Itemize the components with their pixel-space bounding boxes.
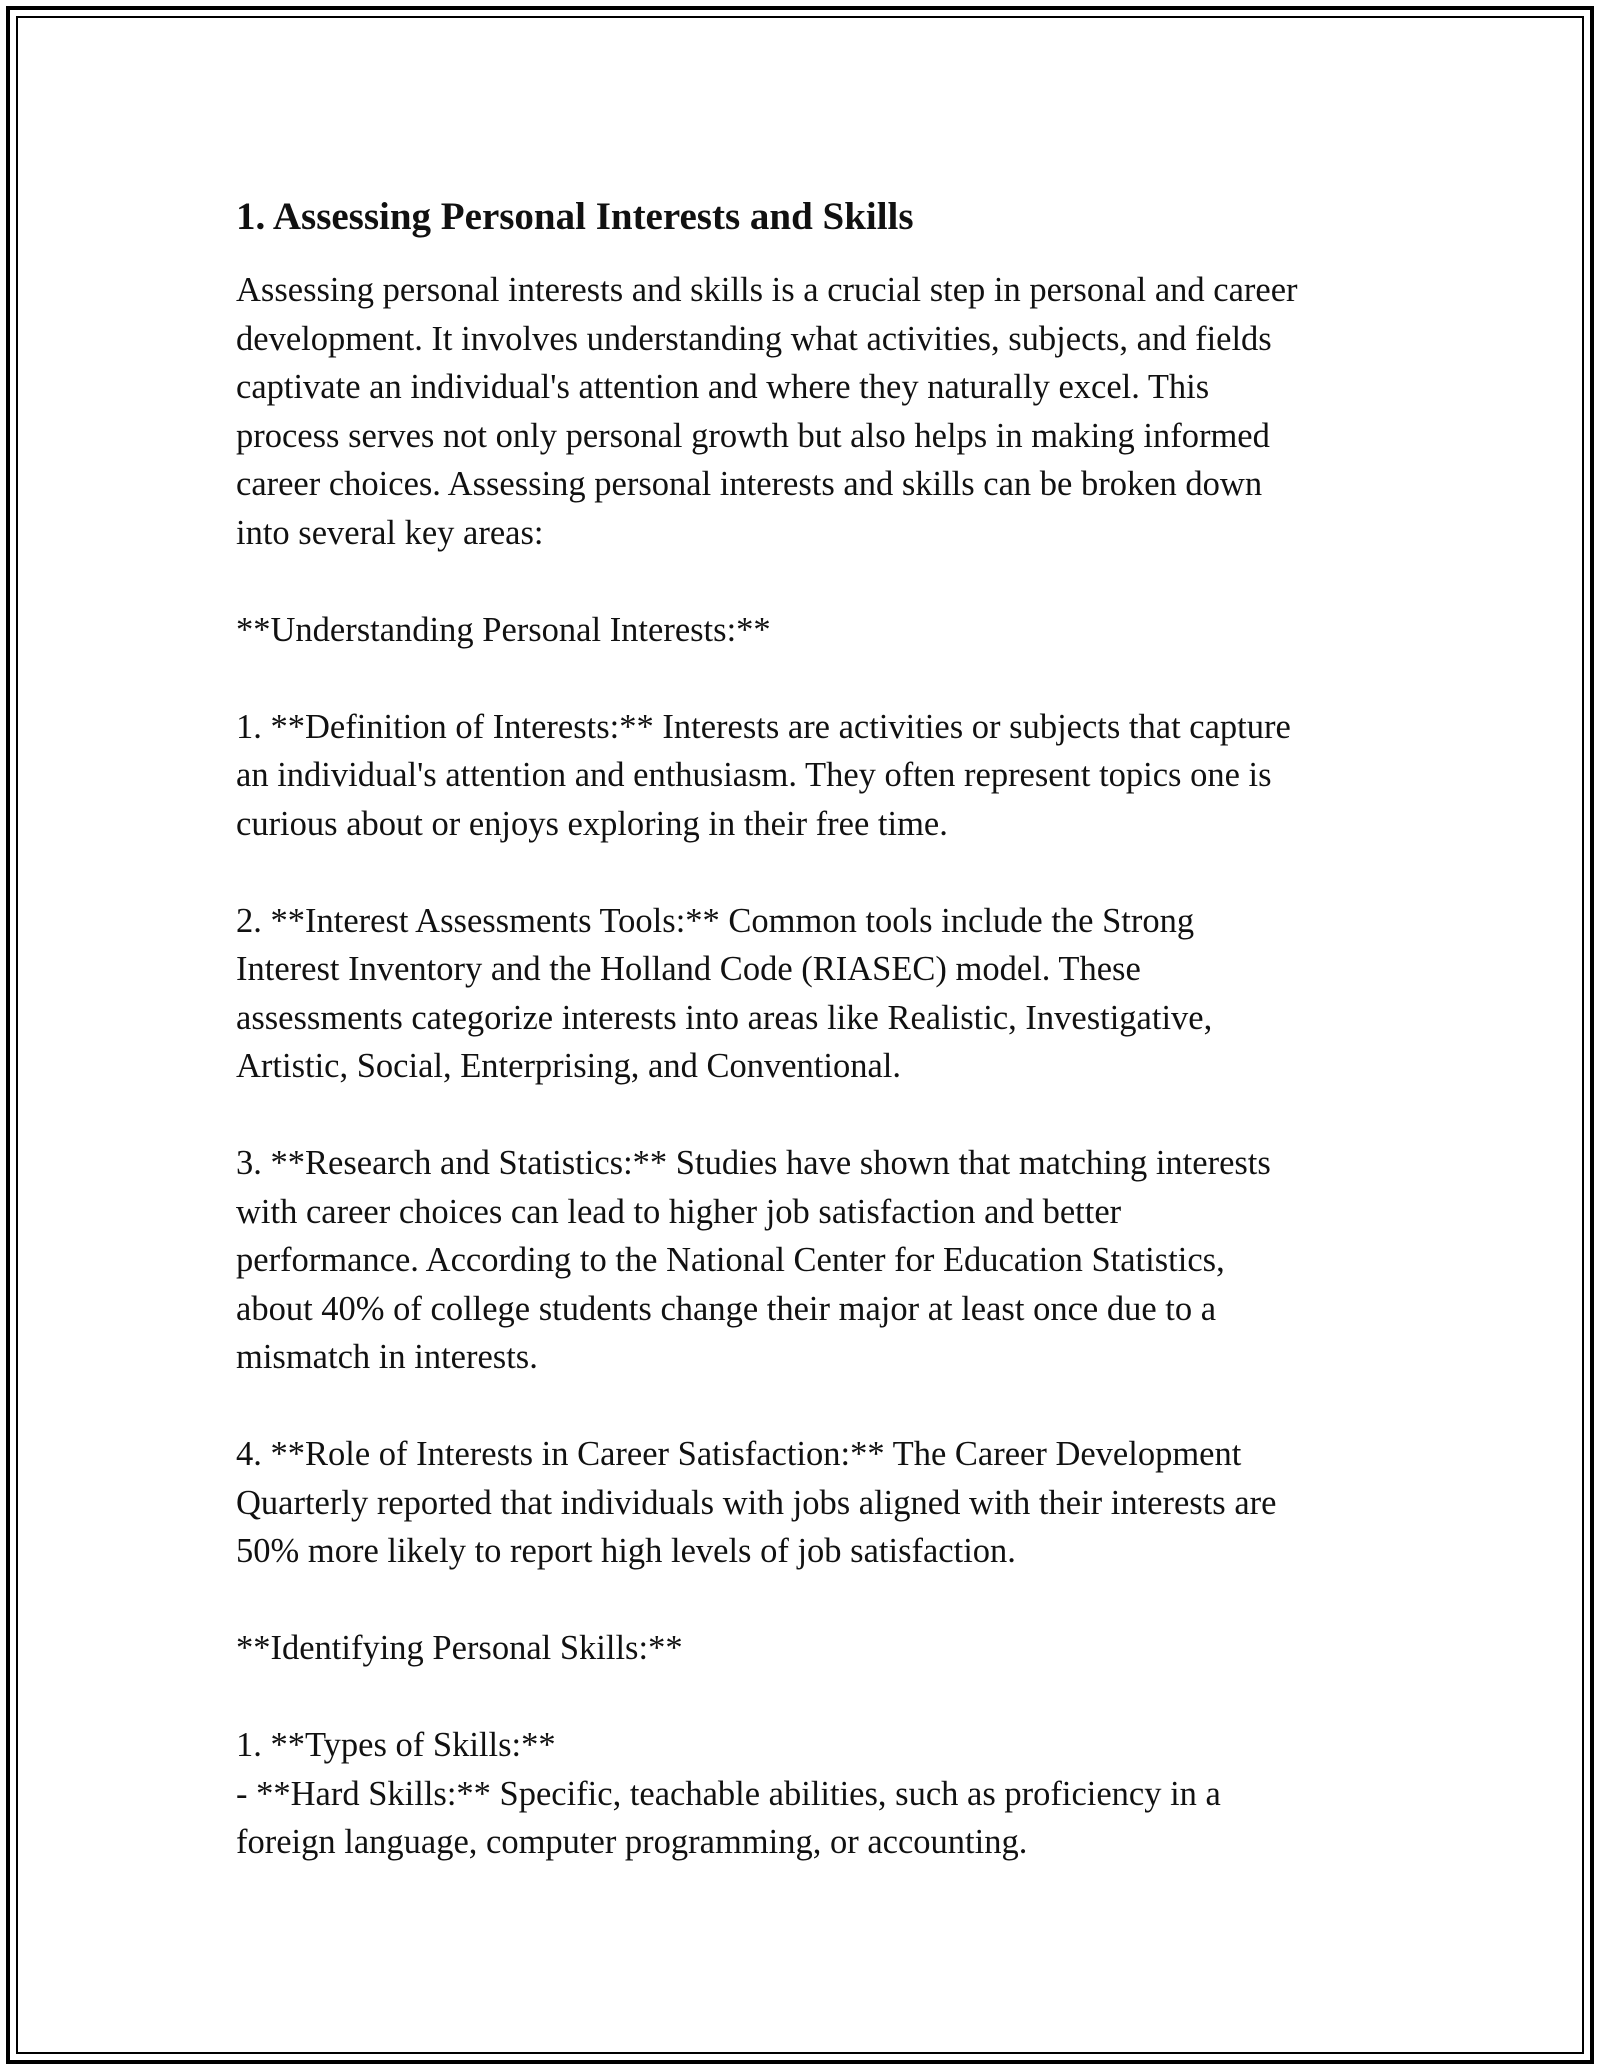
intro-paragraph: Assessing personal interests and skills is a crucial step in personal and career development. It involves understanding what activities, subjects, and fields captivate an individual's attention and where they naturally excel. This process serves not only personal growth but also helps in making informed career choices. Assessing personal interests and skills can be broken down into several key areas: bbox=[236, 271, 1298, 552]
paragraph-gap bbox=[236, 1673, 1376, 1722]
document-body bbox=[236, 180, 1376, 1867]
list-item-research-and-statistics: 3. **Research and Statistics:** Studies have shown that matching interests with career choices can lead to higher job satisfaction and better performance. According to the National Center for Education Statistics, about 40% of college students change their major at least once due to a mismatch in interests. bbox=[236, 1144, 1271, 1376]
list-item-types-of-skills: 1. **Types of Skills:** - **Hard Skills:** Specific, teachable abilities, such as proficiency in a foreign language, computer programming, or accounting. bbox=[236, 1726, 1221, 1861]
paragraph-gap bbox=[236, 1091, 1376, 1140]
section-heading: 1. Assessing Personal Interests and Skills bbox=[236, 195, 914, 238]
list-item-definition-of-interests: 1. **Definition of Interests:** Interests are activities or subjects that capture an individual's attention and enthusiasm. They often represent topics one is curious about or enjoys exploring in their free time. bbox=[236, 707, 1291, 843]
paragraph-gap bbox=[236, 1382, 1376, 1431]
list-item-career-satisfaction: 4. **Role of Interests in Career Satisfaction:** The Career Development Quarterly reported that individuals with jobs aligned with their interests are 50% more likely to report high levels of job satisfaction. bbox=[236, 1435, 1277, 1570]
paragraph-gap bbox=[236, 1576, 1376, 1625]
paragraph-gap bbox=[236, 654, 1376, 703]
subheading-interests: **Understanding Personal Interests:** bbox=[236, 610, 771, 649]
subheading-skills: **Identifying Personal Skills:** bbox=[236, 1629, 683, 1667]
list-item-interest-assessment-tools: 2. **Interest Assessments Tools:** Common tools include the Strong Interest Inventory and the Holland Code (RIASEC) model. These assessments categorize interests into areas like Realistic, Investigative, Artistic, Social, Enterprising, and Conventional. bbox=[236, 901, 1213, 1085]
paragraph-gap bbox=[236, 848, 1376, 897]
paragraph-gap bbox=[236, 557, 1376, 606]
